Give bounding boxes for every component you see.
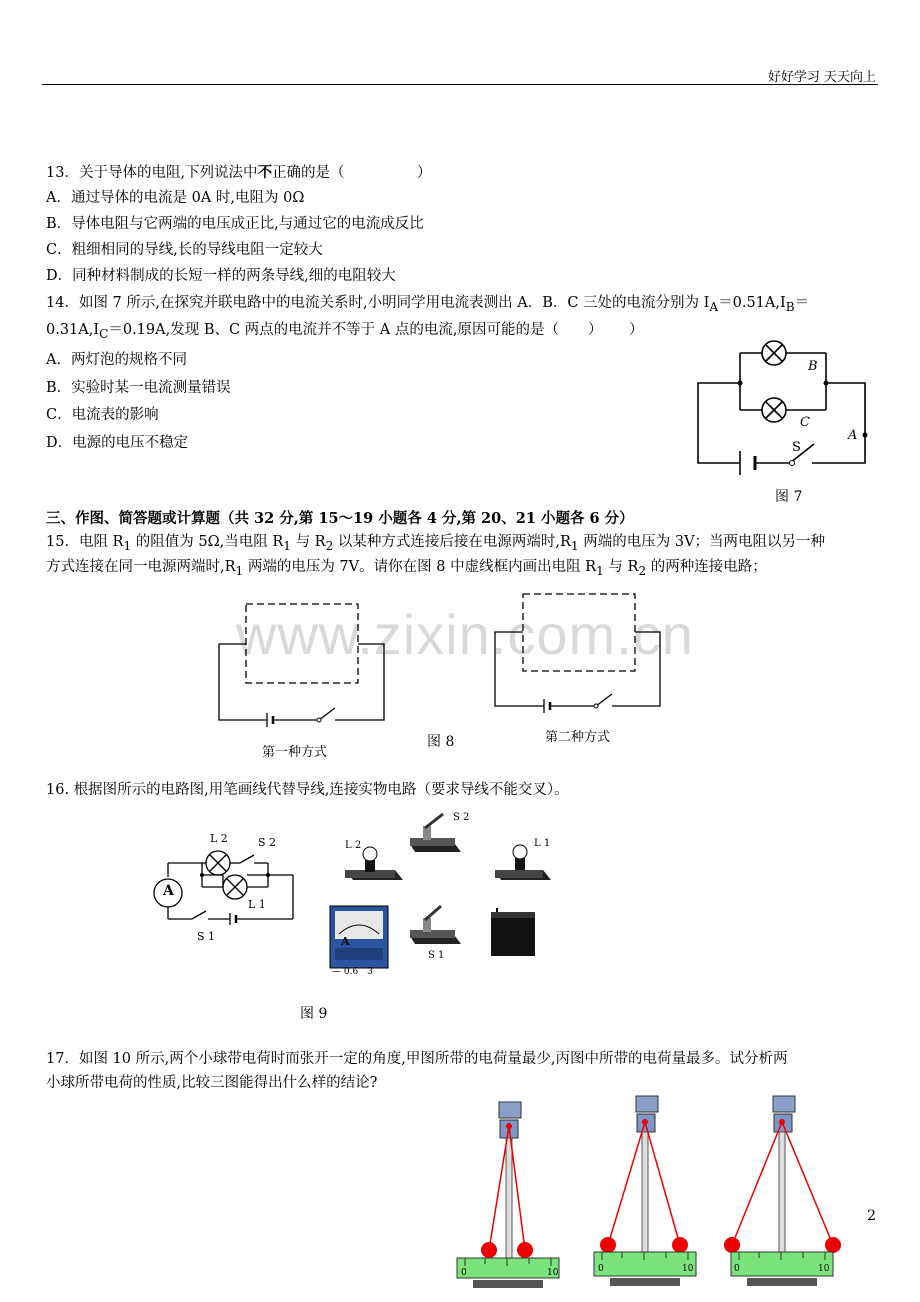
q17-stem-line2: 小球所带电荷的性质,比较三图能得出什么样的结论? <box>46 1075 378 1091</box>
q13-option-d: D．同种材料制成的长短一样的两条导线,细的电阻较大 <box>46 268 396 284</box>
switch-s1-icon <box>410 906 461 944</box>
q16-stem: 16. 根据图所示的电路图,用笔画线代替导线,连接实物电路（要求导线不能交叉）。 <box>46 782 569 798</box>
figure-8-circuit-2 <box>490 588 665 713</box>
fig10-p1-scale-left: 0 <box>461 1268 467 1278</box>
lamp-l1-icon <box>495 845 551 880</box>
ammeter-scale: — 0.6 3 <box>332 967 373 977</box>
fig7-caption: 图 7 <box>775 489 803 505</box>
section-3-title: 三、作图、简答题或计算题（共 32 分,第 15～19 小题各 4 分,第 20、21 小题各 6 分） <box>46 510 634 527</box>
figure-8-circuit-1 <box>215 600 390 725</box>
fig9-caption: 图 9 <box>300 1006 328 1022</box>
lamp-l2-icon <box>345 847 403 880</box>
q14-option-b: B．实验时某一电流测量错误 <box>46 380 231 396</box>
q13-option-b: B．导体电阻与它两端的电压成正比,与通过它的电流成反比 <box>46 216 424 232</box>
ammeter-face-label: A <box>341 935 350 948</box>
fig8-method-1: 第一种方式 <box>262 745 328 760</box>
q13-option-a: A．通过导体的电流是 0A 时,电阻为 0Ω <box>46 190 305 206</box>
figure-10-panel-2 <box>592 1092 698 1292</box>
q14-stem-line1: 14．如图 7 所示,在探究并联电路中的电流关系时,小明同学用电流表测出 A．B．C 三处的电流分别为 $I_A=0.51A,I_B=$ <box>46 295 810 314</box>
q14-option-a: A．两灯泡的规格不同 <box>46 352 187 368</box>
figure-10-panel-3 <box>727 1092 837 1292</box>
fig9-real-s1: S 1 <box>428 950 445 961</box>
fig7-label-c: C <box>800 415 810 430</box>
fig8-method-2: 第二种方式 <box>545 730 611 745</box>
fig9-label-s2: S 2 <box>258 836 277 849</box>
fig9-real-l2: L 2 <box>345 840 362 851</box>
fig9-real-l1: L 1 <box>534 838 551 849</box>
fig9-label-l2: L 2 <box>210 832 228 845</box>
page-number: 2 <box>867 1208 876 1224</box>
fig10-p3-scale-right: 10 <box>818 1264 830 1274</box>
q14-option-c: C．电流表的影响 <box>46 407 159 423</box>
fig10-p1-scale-right: 10 <box>547 1268 559 1278</box>
fig9-real-s2: S 2 <box>453 812 470 823</box>
fig9-ammeter-label: A <box>163 883 174 899</box>
fig8-caption: 图 8 <box>427 734 455 750</box>
fig9-label-s1: S 1 <box>197 930 216 943</box>
q14-stem-line2: $0.31A,I_C=0.19A$,发现 B、C 两点的电流并不等于 A 点的电流,原因可能的是（ ） ） <box>46 322 644 341</box>
fig9-label-l1: L 1 <box>248 898 266 911</box>
q14-option-d: D．电源的电压不稳定 <box>46 435 189 451</box>
fig10-p2-scale-left: 0 <box>598 1264 604 1274</box>
fig10-p3-scale-left: 0 <box>734 1264 740 1274</box>
fig10-p2-scale-right: 10 <box>682 1264 694 1274</box>
fig7-label-a: A <box>848 428 858 443</box>
fig7-label-b: B <box>808 359 818 374</box>
watermark: www.zixin.com.cn <box>236 603 694 666</box>
q15-stem-line1: 15．电阻 $R_1$ 的阻值为 5Ω,当电阻 $R_1$ 与 $R_2$ 以某种方式连接后接在电源两端时$,R_1$ 两端的电压为 3V；当两电阻以另一种 <box>46 534 826 553</box>
header-rule <box>42 84 878 85</box>
battery-icon <box>491 908 535 956</box>
fig7-label-s: S <box>792 440 801 455</box>
q17-stem-line1: 17．如图 10 所示,两个小球带电荷时而张开一定的角度,甲图所带的电荷量最少,丙图中所带的电荷量最多。试分析两 <box>46 1051 788 1067</box>
q15-stem-line2: 方式连接在同一电源两端时$,R_1$ 两端的电压为 7V。请你在图 8 中虚线框内画出电阻 $R_1$ 与 $R_2$ 的两种连接电路； <box>46 559 767 578</box>
header-motto: 好好学习 天天向上 <box>767 70 876 85</box>
figure-7-circuit <box>690 340 880 475</box>
q13-option-c: C．粗细相同的导线,长的导线电阻一定较大 <box>46 242 323 258</box>
q13-stem: 13．关于导体的电阻,下列说法中不正确的是（ ） <box>46 164 432 181</box>
ammeter-icon <box>330 906 388 968</box>
